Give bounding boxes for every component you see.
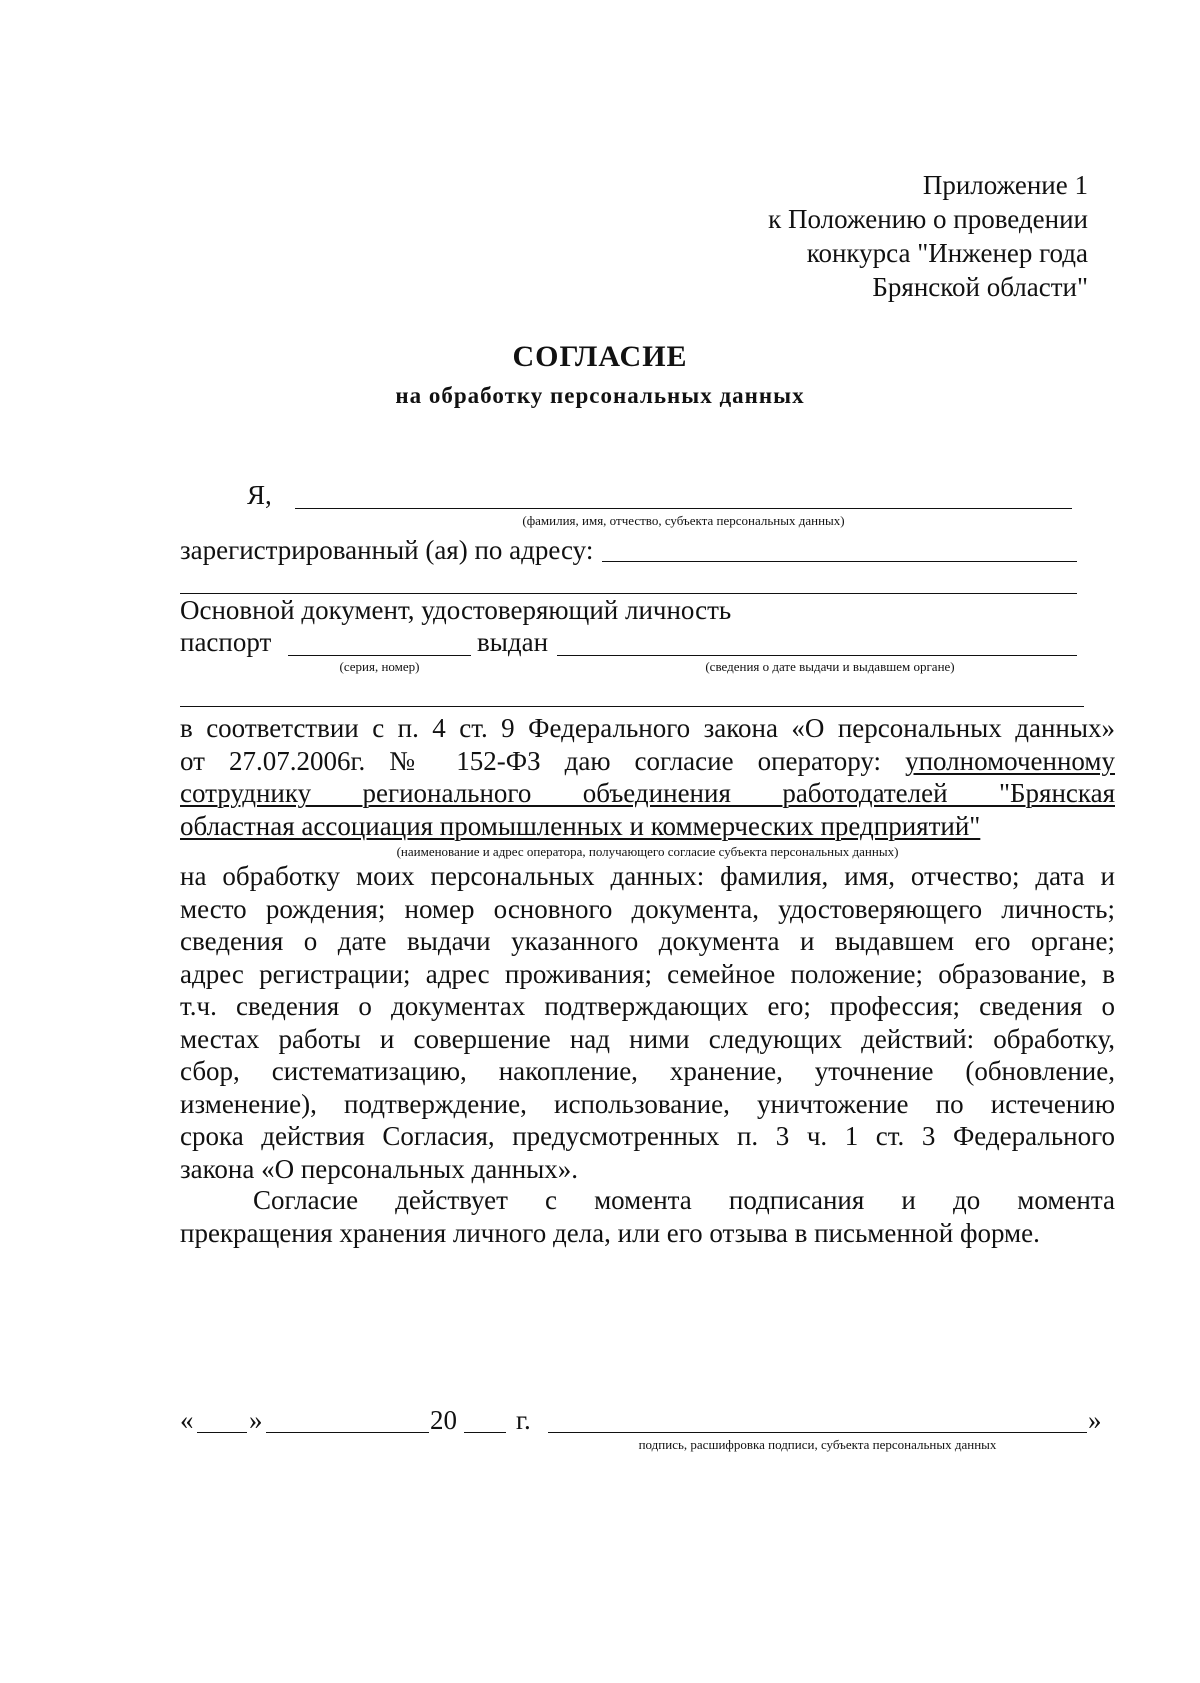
year-field-line[interactable] — [464, 1432, 506, 1433]
appendix-line-2: к Положению о проведении — [768, 204, 1088, 234]
document-subtitle: на обработку персональных данных — [395, 383, 805, 408]
consent-line: место рождения; номер основного документа, удостоверяющего личность; — [180, 893, 1115, 924]
consent-line: закона «О персональных данных». — [180, 1153, 579, 1184]
signature-caption: подпись, расшифровка подписи, субъекта персональных данных — [638, 1437, 997, 1452]
address-field-line[interactable] — [602, 561, 1077, 562]
address-label: зарегистрированный (ая) по адресу: — [180, 535, 594, 565]
identity-document-label: Основной документ, удостоверяющий личность — [180, 595, 732, 625]
appendix-header — [768, 168, 1088, 304]
consent-line: местах работы и совершение над ними следующих действий: обработку, — [180, 1023, 1115, 1054]
operator-line-4: областная ассоциация промышленных и коммерческих предприятий" — [180, 810, 981, 841]
passport-label: паспорт — [180, 627, 272, 657]
appendix-line-3: конкурса "Инженер года — [806, 238, 1088, 268]
validity-line-2: прекращения хранения личного дела, или его отзыва в письменной форме. — [180, 1217, 1040, 1248]
passport-issue-field-line-2[interactable] — [180, 706, 1084, 707]
appendix-line-1: Приложение 1 — [922, 170, 1088, 200]
operator-caption: (наименование и адрес оператора, получающего согласие субъекта персональных данных) — [396, 844, 899, 859]
consent-line: сведения о дате выдачи указанного документа и выдавшем его органе; — [180, 926, 1115, 956]
operator-line-2 — [180, 745, 1115, 778]
issued-label: выдан — [477, 627, 549, 657]
validity-paragraph — [180, 1184, 1115, 1249]
full-name-caption: (фамилия, имя, отчество, субъекта персональных данных) — [522, 513, 845, 528]
consent-line: изменение), подтверждение, использование, уничтожение по истечению — [180, 1088, 1115, 1119]
year-prefix: 20 — [430, 1405, 457, 1435]
date-open-quote: « — [180, 1405, 194, 1435]
operator-paragraph — [180, 712, 1115, 842]
appendix-line-4: Брянской области" — [872, 272, 1088, 302]
passport-number-field-line[interactable] — [288, 655, 471, 656]
consent-line: срока действия Согласия, предусмотренных п. 3 ч. 1 ст. 3 Федерального — [180, 1121, 1115, 1151]
consent-text — [180, 860, 1115, 1185]
series-number-caption: (серия, номер) — [339, 659, 420, 674]
operator-name-start: уполномоченному — [905, 745, 1115, 776]
passport-issue-field-line[interactable] — [557, 655, 1077, 656]
day-field-line[interactable] — [197, 1432, 247, 1433]
date-close-quote: » — [249, 1405, 263, 1435]
operator-line-1: в соответствии с п. 4 ст. 9 Федерального закона «О персональных данных» — [180, 713, 1115, 743]
signature-end-quote: » — [1088, 1405, 1102, 1435]
issue-details-caption: (сведения о дате выдачи и выдавшем органе) — [705, 659, 955, 674]
address-field-line-2[interactable] — [180, 593, 1077, 594]
operator-line-3: сотруднику регионального объединения работодателей "Брянская — [180, 778, 1115, 808]
month-field-line[interactable] — [266, 1432, 429, 1433]
consent-line: сбор, систематизацию, накопление, хранение, уточнение (обновление, — [180, 1056, 1115, 1086]
full-name-field-line[interactable] — [295, 508, 1072, 509]
consent-line: на обработку моих персональных данных: фамилия, имя, отчество; дата и — [180, 861, 1115, 891]
signature-field-line[interactable] — [548, 1432, 1087, 1433]
consent-line: т.ч. сведения о документах подтверждающих его; профессия; сведения о — [180, 991, 1115, 1021]
operator-line-2-text: от 27.07.2006г. № 152-ФЗ даю согласие оператору: — [180, 745, 906, 776]
consent-line: адрес регистрации; адрес проживания; семейное положение; образование, в — [180, 958, 1115, 989]
validity-line-1: Согласие действует с момента подписания и до момента — [253, 1185, 1115, 1215]
document-title: СОГЛАСИЕ — [512, 340, 688, 373]
i-label: Я, — [247, 480, 272, 510]
year-suffix: г. — [516, 1405, 531, 1435]
